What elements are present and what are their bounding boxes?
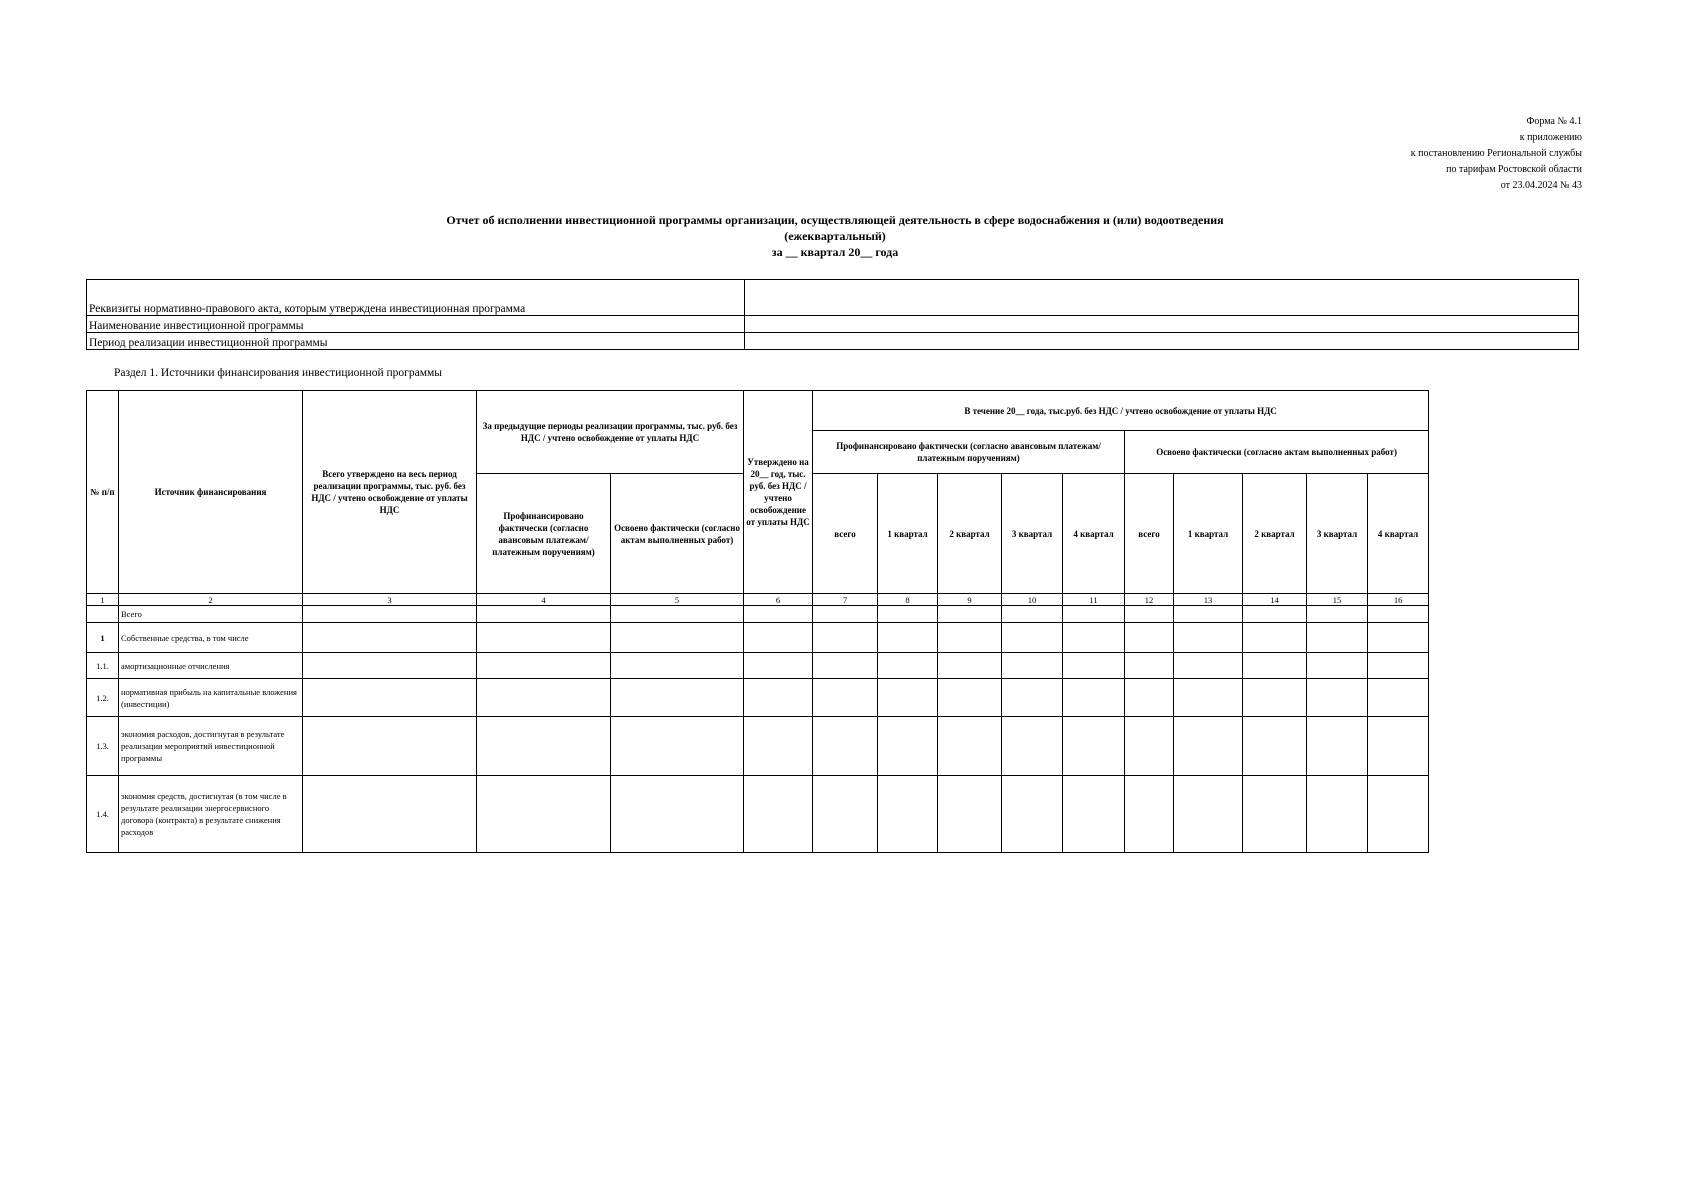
data-cell[interactable] bbox=[1174, 653, 1243, 679]
column-number: 3 bbox=[303, 594, 477, 606]
data-cell[interactable] bbox=[1307, 776, 1368, 853]
col-header-during-year: В течение 20__ года, тыс.руб. без НДС / учтено освобождение от уплаты НДС bbox=[813, 391, 1429, 431]
data-cell[interactable] bbox=[813, 623, 878, 653]
data-cell[interactable] bbox=[1002, 606, 1063, 623]
row-num: 1.1. bbox=[87, 653, 119, 679]
col-header-previous-periods: За предыдущие периоды реализации программы, тыс. руб. без НДС / учтено освобождение от уплаты НДС bbox=[477, 391, 744, 474]
column-number: 5 bbox=[611, 594, 744, 606]
data-cell[interactable] bbox=[1243, 653, 1307, 679]
requisites-label: Наименование инвестиционной программы bbox=[87, 316, 745, 333]
data-cell[interactable] bbox=[938, 717, 1002, 776]
data-cell[interactable] bbox=[878, 623, 938, 653]
column-number: 11 bbox=[1063, 594, 1125, 606]
data-cell[interactable] bbox=[938, 623, 1002, 653]
data-cell[interactable] bbox=[477, 653, 611, 679]
row-source: Всего bbox=[119, 606, 303, 623]
column-number: 9 bbox=[938, 594, 1002, 606]
resolution-ref: к постановлению Региональной службы bbox=[1410, 148, 1582, 159]
data-cell[interactable] bbox=[1002, 653, 1063, 679]
requisites-value[interactable] bbox=[745, 280, 1579, 316]
data-cell[interactable] bbox=[1125, 776, 1174, 853]
data-cell[interactable] bbox=[1243, 776, 1307, 853]
data-cell[interactable] bbox=[611, 653, 744, 679]
data-cell[interactable] bbox=[878, 653, 938, 679]
col-header-financed: Профинансировано фактически (согласно авансовым платежам/платежным поручениям) bbox=[813, 431, 1125, 474]
data-cell[interactable] bbox=[477, 623, 611, 653]
col-header-prev-financed: Профинансировано фактически (согласно авансовым платежам/платежным поручениям) bbox=[477, 474, 611, 594]
column-number: 16 bbox=[1368, 594, 1429, 606]
data-cell[interactable] bbox=[303, 606, 477, 623]
col-header-source: Источник финансирования bbox=[119, 391, 303, 594]
column-number: 14 bbox=[1243, 594, 1307, 606]
table-row bbox=[87, 606, 1429, 623]
column-number: 1 bbox=[87, 594, 119, 606]
agency-ref: по тарифам Ростовской области bbox=[1446, 164, 1582, 175]
data-cell[interactable] bbox=[813, 606, 878, 623]
report-title-line3: за __ квартал 20__ года bbox=[771, 245, 899, 259]
data-cell[interactable] bbox=[813, 776, 878, 853]
row-num: 1.4. bbox=[87, 776, 119, 853]
data-cell[interactable] bbox=[1174, 776, 1243, 853]
data-cell[interactable] bbox=[744, 606, 813, 623]
requisites-row bbox=[87, 333, 1579, 350]
data-cell[interactable] bbox=[1063, 679, 1125, 717]
data-cell[interactable] bbox=[1368, 679, 1429, 717]
data-cell[interactable] bbox=[611, 623, 744, 653]
data-cell[interactable] bbox=[1125, 623, 1174, 653]
data-cell[interactable] bbox=[1174, 623, 1243, 653]
row-num: 1.2. bbox=[87, 679, 119, 717]
data-cell[interactable] bbox=[813, 679, 878, 717]
row-source: амортизационные отчисления bbox=[119, 653, 303, 679]
col-header-mastered-q2: 2 квартал bbox=[1243, 474, 1307, 594]
data-cell[interactable] bbox=[1125, 717, 1174, 776]
col-header-num: № п/п bbox=[87, 391, 119, 594]
data-cell[interactable] bbox=[1063, 623, 1125, 653]
data-cell[interactable] bbox=[611, 776, 744, 853]
data-cell[interactable] bbox=[1063, 717, 1125, 776]
header-row bbox=[87, 391, 1429, 431]
requisites-value[interactable] bbox=[745, 333, 1579, 350]
data-cell[interactable] bbox=[1002, 623, 1063, 653]
data-cell[interactable] bbox=[303, 776, 477, 853]
column-number: 7 bbox=[813, 594, 878, 606]
data-cell[interactable] bbox=[878, 776, 938, 853]
col-header-financed-q4: 4 квартал bbox=[1063, 474, 1125, 594]
column-number: 13 bbox=[1174, 594, 1243, 606]
data-cell[interactable] bbox=[1002, 679, 1063, 717]
column-number: 12 bbox=[1125, 594, 1174, 606]
data-cell[interactable] bbox=[1368, 623, 1429, 653]
data-cell[interactable] bbox=[1307, 679, 1368, 717]
column-number: 15 bbox=[1307, 594, 1368, 606]
column-number: 8 bbox=[878, 594, 938, 606]
table-row bbox=[87, 717, 1429, 776]
col-header-financed-q1: 1 квартал bbox=[878, 474, 938, 594]
column-number: 4 bbox=[477, 594, 611, 606]
data-cell[interactable] bbox=[611, 717, 744, 776]
table-row bbox=[87, 623, 1429, 653]
col-header-prev-mastered: Освоено фактически (согласно актам выполненных работ) bbox=[611, 474, 744, 594]
table-row bbox=[87, 653, 1429, 679]
col-header-mastered-q1: 1 квартал bbox=[1174, 474, 1243, 594]
data-cell[interactable] bbox=[1368, 606, 1429, 623]
data-cell[interactable] bbox=[813, 653, 878, 679]
form-header bbox=[1411, 114, 1582, 194]
data-cell[interactable] bbox=[744, 623, 813, 653]
requisites-row bbox=[87, 280, 1579, 316]
financing-sources-table bbox=[86, 390, 1429, 853]
row-num: 1 bbox=[87, 623, 119, 653]
row-source: Собственные средства, в том числе bbox=[119, 623, 303, 653]
data-cell[interactable] bbox=[1368, 776, 1429, 853]
col-header-total-approved: Всего утверждено на весь период реализации программы, тыс. руб. без НДС / учтено освобождение от уплаты НДС bbox=[303, 391, 477, 594]
data-cell[interactable] bbox=[1125, 679, 1174, 717]
col-header-mastered: Освоено фактически (согласно актам выполненных работ) bbox=[1125, 431, 1429, 474]
col-header-financed-q2: 2 квартал bbox=[938, 474, 1002, 594]
requisites-value[interactable] bbox=[745, 316, 1579, 333]
appendix-ref: к приложению bbox=[1519, 132, 1582, 143]
data-cell[interactable] bbox=[1174, 679, 1243, 717]
data-cell[interactable] bbox=[611, 679, 744, 717]
data-cell[interactable] bbox=[744, 776, 813, 853]
data-cell[interactable] bbox=[1307, 717, 1368, 776]
data-cell[interactable] bbox=[1063, 606, 1125, 623]
data-cell[interactable] bbox=[744, 679, 813, 717]
data-cell[interactable] bbox=[1125, 606, 1174, 623]
data-cell[interactable] bbox=[477, 606, 611, 623]
table-row bbox=[87, 679, 1429, 717]
table-row bbox=[87, 776, 1429, 853]
data-cell[interactable] bbox=[938, 776, 1002, 853]
requisites-table bbox=[86, 279, 1579, 350]
data-cell[interactable] bbox=[1174, 717, 1243, 776]
data-cell[interactable] bbox=[1063, 653, 1125, 679]
column-number: 10 bbox=[1002, 594, 1063, 606]
data-cell[interactable] bbox=[1307, 606, 1368, 623]
data-cell[interactable] bbox=[477, 679, 611, 717]
data-cell[interactable] bbox=[303, 653, 477, 679]
data-cell[interactable] bbox=[744, 653, 813, 679]
row-source: нормативная прибыль на капитальные вложения (инвестиции) bbox=[119, 679, 303, 717]
data-cell[interactable] bbox=[813, 717, 878, 776]
row-source: экономия расходов, достигнутая в результате реализации мероприятий инвестиционной программы bbox=[119, 717, 303, 776]
data-cell[interactable] bbox=[477, 776, 611, 853]
col-header-mastered-total: всего bbox=[1125, 474, 1174, 594]
data-cell[interactable] bbox=[477, 717, 611, 776]
column-numbers-row bbox=[87, 594, 1429, 606]
data-cell[interactable] bbox=[1243, 717, 1307, 776]
row-num: 1.3. bbox=[87, 717, 119, 776]
resolution-date: от 23.04.2024 № 43 bbox=[1500, 180, 1582, 191]
data-cell[interactable] bbox=[303, 623, 477, 653]
requisites-row bbox=[87, 316, 1579, 333]
data-cell[interactable] bbox=[1307, 653, 1368, 679]
data-cell[interactable] bbox=[938, 606, 1002, 623]
col-header-financed-total: всего bbox=[813, 474, 878, 594]
requisites-label: Период реализации инвестиционной программы bbox=[87, 333, 745, 350]
data-cell[interactable] bbox=[1002, 776, 1063, 853]
data-cell[interactable] bbox=[303, 679, 477, 717]
data-cell[interactable] bbox=[611, 606, 744, 623]
row-source: экономия средств, достигнутая (в том числе в результате реализации энергосервисного договора (контракта) в результате снижения расходов bbox=[119, 776, 303, 853]
data-cell[interactable] bbox=[1002, 717, 1063, 776]
report-title-line2: (ежеквартальный) bbox=[784, 229, 886, 243]
data-cell[interactable] bbox=[303, 717, 477, 776]
section-title: Раздел 1. Источники финансирования инвестиционной программы bbox=[114, 367, 442, 379]
data-cell[interactable] bbox=[1307, 623, 1368, 653]
data-cell[interactable] bbox=[938, 679, 1002, 717]
data-cell[interactable] bbox=[744, 717, 813, 776]
column-number: 6 bbox=[744, 594, 813, 606]
form-number: Форма № 4.1 bbox=[1526, 116, 1582, 127]
data-cell[interactable] bbox=[878, 717, 938, 776]
col-header-mastered-q4: 4 квартал bbox=[1368, 474, 1429, 594]
report-title bbox=[0, 212, 1670, 260]
col-header-approved-year: Утверждено на 20__ год, тыс. руб. без НДС / учтено освобождение от уплаты НДС bbox=[744, 391, 813, 594]
data-cell[interactable] bbox=[878, 679, 938, 717]
data-cell[interactable] bbox=[1243, 623, 1307, 653]
column-number: 2 bbox=[119, 594, 303, 606]
data-cell[interactable] bbox=[1125, 653, 1174, 679]
row-num bbox=[87, 606, 119, 623]
col-header-mastered-q3: 3 квартал bbox=[1307, 474, 1368, 594]
report-title-line1: Отчет об исполнении инвестиционной программы организации, осуществляющей деятельность в сфере водоснабжения и (или) водоотведения bbox=[446, 213, 1224, 227]
col-header-financed-q3: 3 квартал bbox=[1002, 474, 1063, 594]
data-cell[interactable] bbox=[1174, 606, 1243, 623]
data-cell[interactable] bbox=[938, 653, 1002, 679]
data-cell[interactable] bbox=[1243, 606, 1307, 623]
data-cell[interactable] bbox=[1243, 679, 1307, 717]
data-cell[interactable] bbox=[878, 606, 938, 623]
data-cell[interactable] bbox=[1368, 717, 1429, 776]
data-cell[interactable] bbox=[1063, 776, 1125, 853]
requisites-label: Реквизиты нормативно-правового акта, которым утверждена инвестиционная программа bbox=[87, 280, 745, 316]
data-cell[interactable] bbox=[1368, 653, 1429, 679]
